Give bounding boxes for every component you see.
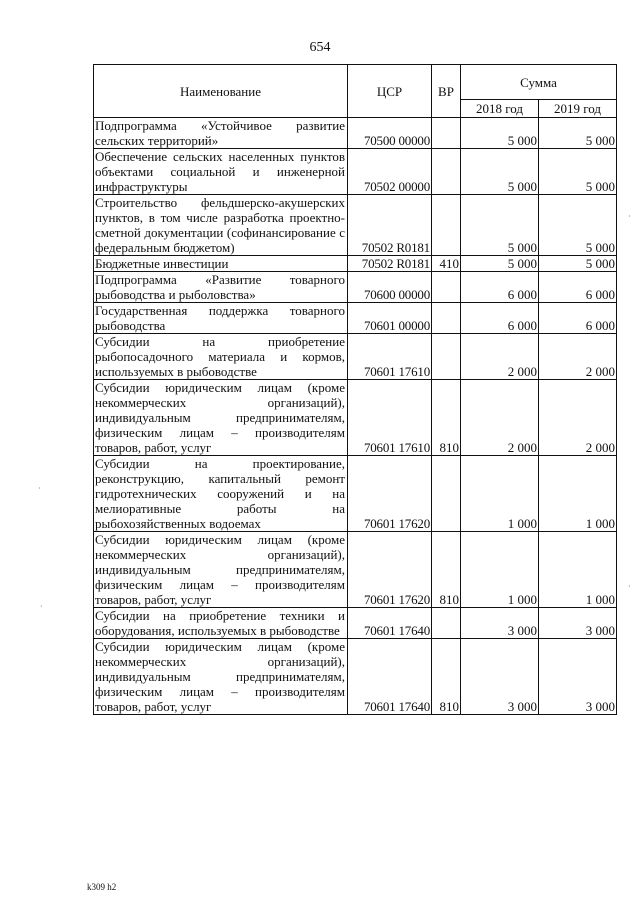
cell-name: Субсидии на приобретение техники и оборудования, используемых в рыбоводстве: [94, 608, 348, 639]
cell-csr: 70502 R0181: [348, 256, 432, 272]
cell-2018: 5 000: [461, 195, 539, 256]
cell-csr: 70601 17640: [348, 608, 432, 639]
cell-vr: [432, 608, 461, 639]
margin-mark: ·: [38, 484, 41, 493]
header-csr: ЦСР: [348, 65, 432, 118]
header-year-2019: 2019 год: [539, 100, 617, 118]
cell-vr: 810: [432, 532, 461, 608]
footer-code: k309 h2: [87, 882, 117, 892]
cell-2019: 3 000: [539, 639, 617, 715]
cell-2019: 5 000: [539, 195, 617, 256]
cell-2018: 3 000: [461, 608, 539, 639]
cell-2019: 3 000: [539, 608, 617, 639]
table-row: [94, 272, 617, 303]
cell-2018: 2 000: [461, 380, 539, 456]
margin-mark: ·: [628, 582, 631, 591]
cell-name: Субсидии юридическим лицам (кроме некоммерческих организаций), индивидуальным предпринимателям, физическим лицам – производителям товаров, работ, услуг: [94, 639, 348, 715]
cell-2019: 1 000: [539, 456, 617, 532]
cell-2018: 2 000: [461, 334, 539, 380]
cell-2019: 5 000: [539, 149, 617, 195]
cell-csr: 70502 R0181: [348, 195, 432, 256]
cell-2018: 6 000: [461, 272, 539, 303]
cell-name: Субсидии на проектирование, реконструкцию, капитальный ремонт гидротехнических сооружений и на мелиоративные работы на рыбохозяйственных водоемах: [94, 456, 348, 532]
cell-vr: 410: [432, 256, 461, 272]
table-row: [94, 380, 617, 456]
margin-mark: ·: [628, 212, 631, 221]
cell-2019: 5 000: [539, 118, 617, 149]
cell-2018: 5 000: [461, 149, 539, 195]
table-row: [94, 256, 617, 272]
table-row: [94, 608, 617, 639]
cell-2019: 6 000: [539, 303, 617, 334]
cell-vr: [432, 456, 461, 532]
cell-2019: 2 000: [539, 380, 617, 456]
table-body: [94, 118, 617, 715]
cell-name: Бюджетные инвестиции: [94, 256, 348, 272]
cell-name: Субсидии юридическим лицам (кроме некоммерческих организаций), индивидуальным предпринимателям, физическим лицам – производителям товаров, работ, услуг: [94, 532, 348, 608]
cell-vr: [432, 334, 461, 380]
cell-csr: 70500 00000: [348, 118, 432, 149]
header-vr: ВР: [432, 65, 461, 118]
cell-name: Субсидии на приобретение рыбопосадочного материала и кормов, используемых в рыбоводстве: [94, 334, 348, 380]
cell-csr: 70601 17620: [348, 456, 432, 532]
cell-2019: 2 000: [539, 334, 617, 380]
budget-table: [93, 64, 617, 715]
cell-2019: 5 000: [539, 256, 617, 272]
cell-csr: 70601 17620: [348, 532, 432, 608]
cell-2018: 3 000: [461, 639, 539, 715]
cell-name: Государственная поддержка товарного рыбоводства: [94, 303, 348, 334]
cell-2019: 1 000: [539, 532, 617, 608]
header-year-2018: 2018 год: [461, 100, 539, 118]
cell-name: Субсидии юридическим лицам (кроме некоммерческих организаций), индивидуальным предпринимателям, физическим лицам – производителям товаров, работ, услуг: [94, 380, 348, 456]
header-name: Наименование: [94, 65, 348, 118]
cell-2018: 6 000: [461, 303, 539, 334]
cell-name: Обеспечение сельских населенных пунктов объектами социальной и инженерной инфраструктуры: [94, 149, 348, 195]
cell-vr: 810: [432, 380, 461, 456]
cell-vr: 810: [432, 639, 461, 715]
table-row: [94, 118, 617, 149]
page-number: 654: [309, 40, 331, 55]
table-row: [94, 639, 617, 715]
cell-vr: [432, 149, 461, 195]
table-row: [94, 334, 617, 380]
table-row: [94, 303, 617, 334]
cell-vr: [432, 303, 461, 334]
cell-csr: 70601 17640: [348, 639, 432, 715]
cell-2018: 1 000: [461, 532, 539, 608]
cell-vr: [432, 195, 461, 256]
cell-2018: 1 000: [461, 456, 539, 532]
cell-name: Подпрограмма «Развитие товарного рыбоводства и рыболовства»: [94, 272, 348, 303]
cell-2018: 5 000: [461, 118, 539, 149]
cell-vr: [432, 118, 461, 149]
cell-csr: 70601 00000: [348, 303, 432, 334]
cell-csr: 70601 17610: [348, 380, 432, 456]
table-row: [94, 456, 617, 532]
header-sum: Сумма: [461, 65, 617, 100]
margin-mark: ·: [40, 602, 43, 611]
cell-2018: 5 000: [461, 256, 539, 272]
cell-csr: 70600 00000: [348, 272, 432, 303]
cell-name: Подпрограмма «Устойчивое развитие сельских территорий»: [94, 118, 348, 149]
cell-csr: 70502 00000: [348, 149, 432, 195]
cell-csr: 70601 17610: [348, 334, 432, 380]
cell-name: Строительство фельдшерско-акушерских пунктов, в том числе разработка проектно-сметной документации (софинансирование с федеральным бюджетом): [94, 195, 348, 256]
table-row: [94, 532, 617, 608]
table-row: [94, 195, 617, 256]
cell-2019: 6 000: [539, 272, 617, 303]
cell-vr: [432, 272, 461, 303]
table-row: [94, 149, 617, 195]
